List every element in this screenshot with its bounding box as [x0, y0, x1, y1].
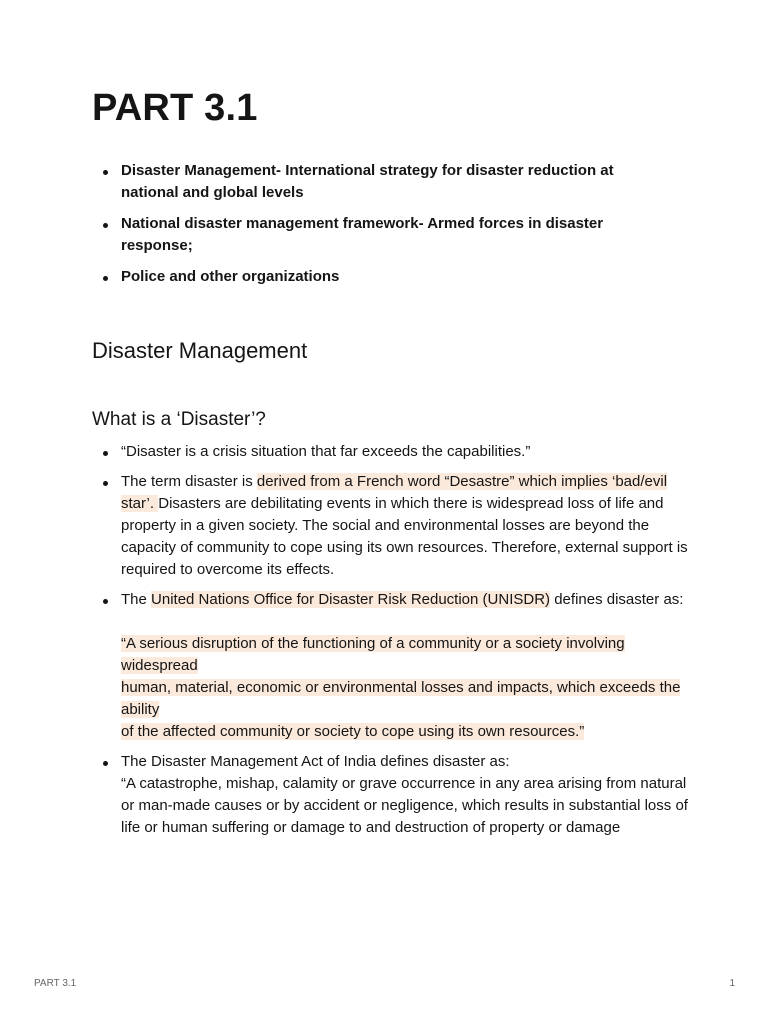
highlighted-quote: human, material, economic or environmental losses and impacts, which exceeds the ability	[121, 679, 681, 718]
summary-list	[92, 160, 672, 297]
section-heading: Disaster Management	[92, 338, 308, 363]
summary-item: Police and other organizations	[92, 266, 672, 288]
definition-text: The term disaster is	[121, 473, 257, 490]
definition-text: Disasters are debilitating events in which there is widespread loss of life and property in a given society. The social and environmental losses are beyond the capacity of community to cope using its own resources. Therefore, external support is required to overcome its effects.	[121, 495, 688, 578]
definition-list	[92, 441, 692, 847]
definition-item	[92, 751, 692, 839]
page-number: 1	[729, 978, 735, 989]
definition-item	[92, 471, 692, 581]
quote-line: or man-made causes or by accident or negligence, which results in substantial loss of	[121, 797, 688, 814]
summary-item: National disaster management framework- Armed forces in disaster response;	[92, 213, 672, 257]
spacer	[121, 611, 692, 633]
highlighted-quote: of the affected community or society to cope using its own resources.”	[121, 723, 585, 740]
quote-line	[121, 721, 692, 743]
definition-text: “Disaster is a crisis situation that far exceeds the capabilities.”	[121, 443, 531, 460]
summary-item: Disaster Management- International strategy for disaster reduction at national and global levels	[92, 160, 672, 204]
subheading: What is a ‘Disaster’?	[92, 409, 266, 430]
highlighted-text: United Nations Office for Disaster Risk Reduction (UNISDR)	[151, 591, 551, 608]
page-title: PART 3.1	[92, 87, 258, 129]
definition-text: The	[121, 591, 152, 608]
highlighted-quote: “A serious disruption of the functioning of a community or a society involving widespread	[121, 635, 625, 674]
definition-text: The Disaster Management Act of India defines disaster as:	[121, 753, 510, 770]
footer-title: PART 3.1	[34, 978, 77, 989]
quote-line: “A catastrophe, mishap, calamity or grave occurrence in any area arising from natural	[121, 775, 687, 792]
quote-line	[121, 633, 692, 677]
definition-item	[92, 589, 692, 743]
definition-text: defines disaster as:	[550, 591, 684, 608]
quote-line: life or human suffering or damage to and destruction of property or damage	[121, 819, 621, 836]
definition-item	[92, 441, 692, 463]
highlighted-text: derived from a French word “Desastre” which implies ‘bad/evil star’.	[121, 473, 668, 512]
quote-line	[121, 677, 692, 721]
